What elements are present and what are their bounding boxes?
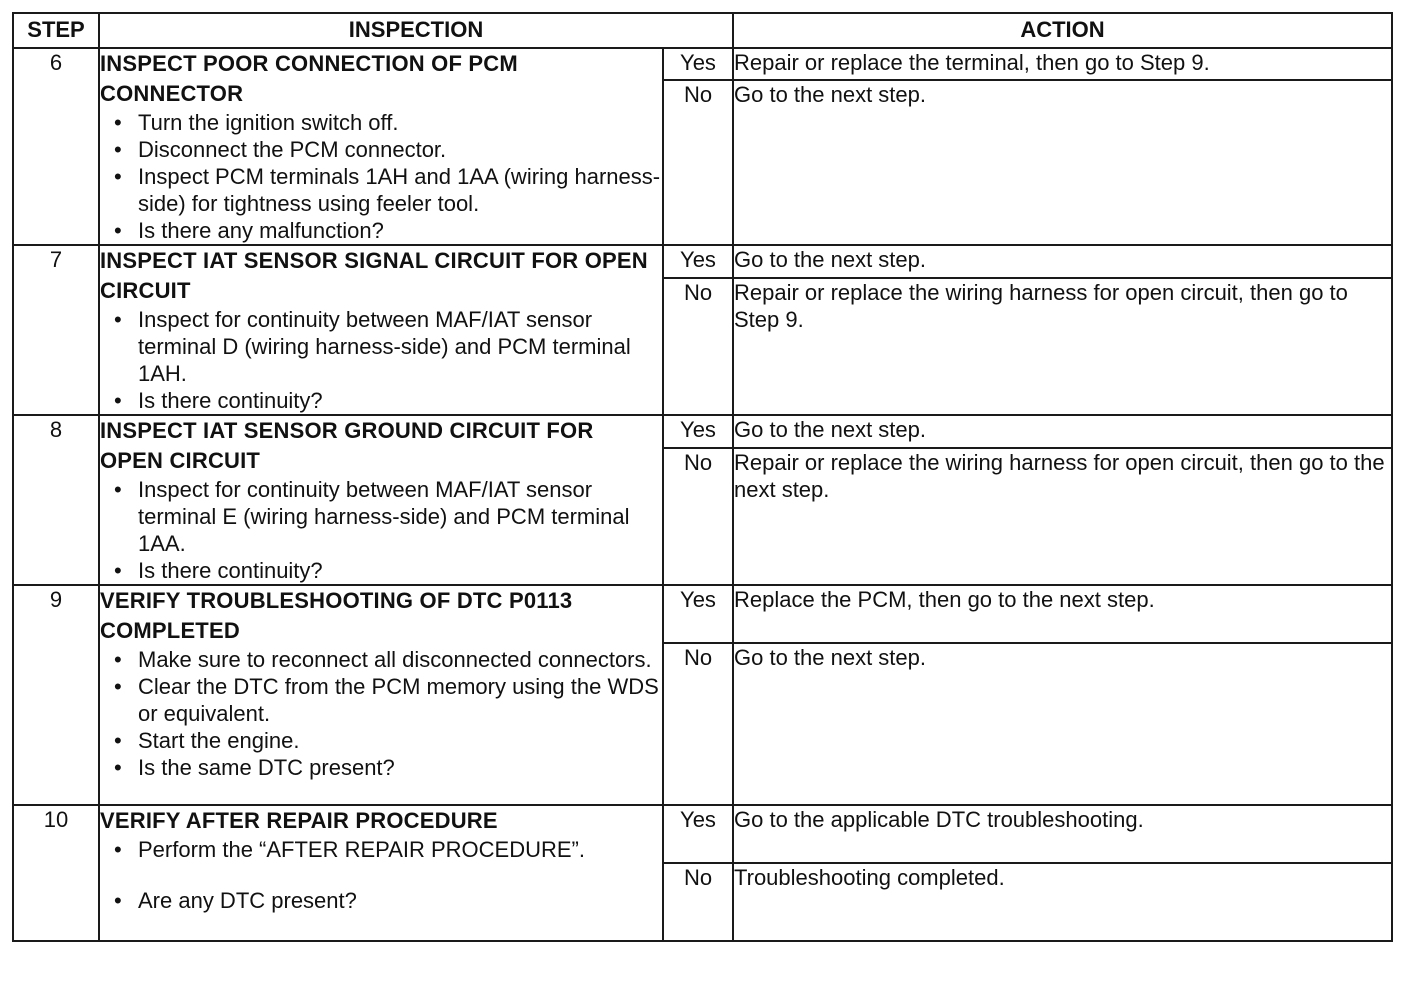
inspection-cell [99,245,663,415]
step-number: 8 [13,415,99,585]
inspection-title: INSPECT IAT SENSOR SIGNAL CIRCUIT FOR OPEN CIRCUIT [100,248,648,303]
inspection-title: VERIFY TROUBLESHOOTING OF DTC P0113 COMPLETED [100,588,573,643]
yes-action: Go to the next step. [733,415,1392,448]
yes-label: Yes [663,585,733,643]
inspection-title: INSPECT POOR CONNECTION OF PCM CONNECTOR [100,51,518,106]
inspection-bullets [100,836,662,863]
step-number: 7 [13,245,99,415]
bullet-icon: • [114,647,122,672]
bullet-item: • Is there continuity? [114,558,323,583]
inspection-cell [99,585,663,805]
inspection-bullets [100,306,662,414]
no-label: No [663,80,733,245]
bullet-icon: • [114,888,122,913]
header-action: ACTION [733,13,1392,48]
yes-action: Go to the applicable DTC troubleshooting. [733,805,1392,863]
bullet-icon: • [114,307,122,332]
header-row [13,13,1392,48]
bullet-item: • Clear the DTC from the PCM memory using the WDS or equivalent. [114,674,659,726]
no-action: Repair or replace the wiring harness for open circuit, then go to Step 9. [733,278,1392,415]
no-label: No [663,863,733,941]
no-action: Troubleshooting completed. [733,863,1392,941]
bullet-icon: • [114,755,122,780]
bullet-icon: • [114,728,122,753]
bullet-item: • Disconnect the PCM connector. [114,137,447,162]
yes-label: Yes [663,48,733,80]
step-row-9 [13,585,1392,805]
spacer [100,863,662,887]
yes-label: Yes [663,245,733,278]
no-label: No [663,448,733,585]
step-row-7 [13,245,1392,415]
yes-label: Yes [663,805,733,863]
bullet-icon: • [114,218,122,243]
step-row-6 [13,48,1392,245]
yes-action: Replace the PCM, then go to the next step. [733,585,1392,643]
no-action: Go to the next step. [733,643,1392,805]
bullet-item: • Inspect for continuity between MAF/IAT sensor terminal D (wiring harness-side) and PCM terminal 1AH. [114,307,631,386]
bullet-item: • Inspect PCM terminals 1AH and 1AA (wiring harness-side) for tightness using feeler tool. [114,164,661,216]
no-action: Repair or replace the wiring harness for open circuit, then go to the next step. [733,448,1392,585]
inspection-title: INSPECT IAT SENSOR GROUND CIRCUIT FOR OPEN CIRCUIT [100,418,594,473]
header-step: STEP [13,13,99,48]
bullet-item: • Start the engine. [114,728,300,753]
bullet-item: • Is the same DTC present? [114,755,395,780]
bullet-icon: • [114,477,122,502]
no-action: Go to the next step. [733,80,1392,245]
bullet-item: • Inspect for continuity between MAF/IAT sensor terminal E (wiring harness-side) and PCM terminal 1AA. [114,477,630,556]
bullet-icon: • [114,110,122,135]
bullet-item: • Make sure to reconnect all disconnected connectors. [114,647,652,672]
header-inspection: INSPECTION [99,13,733,48]
inspection-cell [99,415,663,585]
bullet-icon: • [114,164,122,189]
inspection-bullets [100,109,662,244]
step-number: 9 [13,585,99,805]
inspection-bullets [100,646,662,781]
no-label: No [663,278,733,415]
bullet-item: • Is there any malfunction? [114,218,384,243]
bullet-item: • Turn the ignition switch off. [114,110,399,135]
bullet-icon: • [114,388,122,413]
bullet-item: • Are any DTC present? [114,888,357,913]
step-row-8 [13,415,1392,585]
step-number: 6 [13,48,99,245]
step-number: 10 [13,805,99,941]
bullet-icon: • [114,837,122,862]
bullet-icon: • [114,674,122,699]
bullet-item: • Perform the “AFTER REPAIR PROCEDURE”. [114,837,585,862]
inspection-cell [99,805,663,941]
step-row-10 [13,805,1392,941]
inspection-title: VERIFY AFTER REPAIR PROCEDURE [100,808,498,833]
no-label: No [663,643,733,805]
bullet-item: • Is there continuity? [114,388,323,413]
bullet-icon: • [114,137,122,162]
yes-action: Repair or replace the terminal, then go to Step 9. [733,48,1392,80]
inspection-cell [99,48,663,245]
inspection-bullets [100,476,662,584]
yes-action: Go to the next step. [733,245,1392,278]
bullet-icon: • [114,558,122,583]
diagnostic-procedure-table [12,12,1393,942]
inspection-bullets [100,887,662,914]
yes-label: Yes [663,415,733,448]
